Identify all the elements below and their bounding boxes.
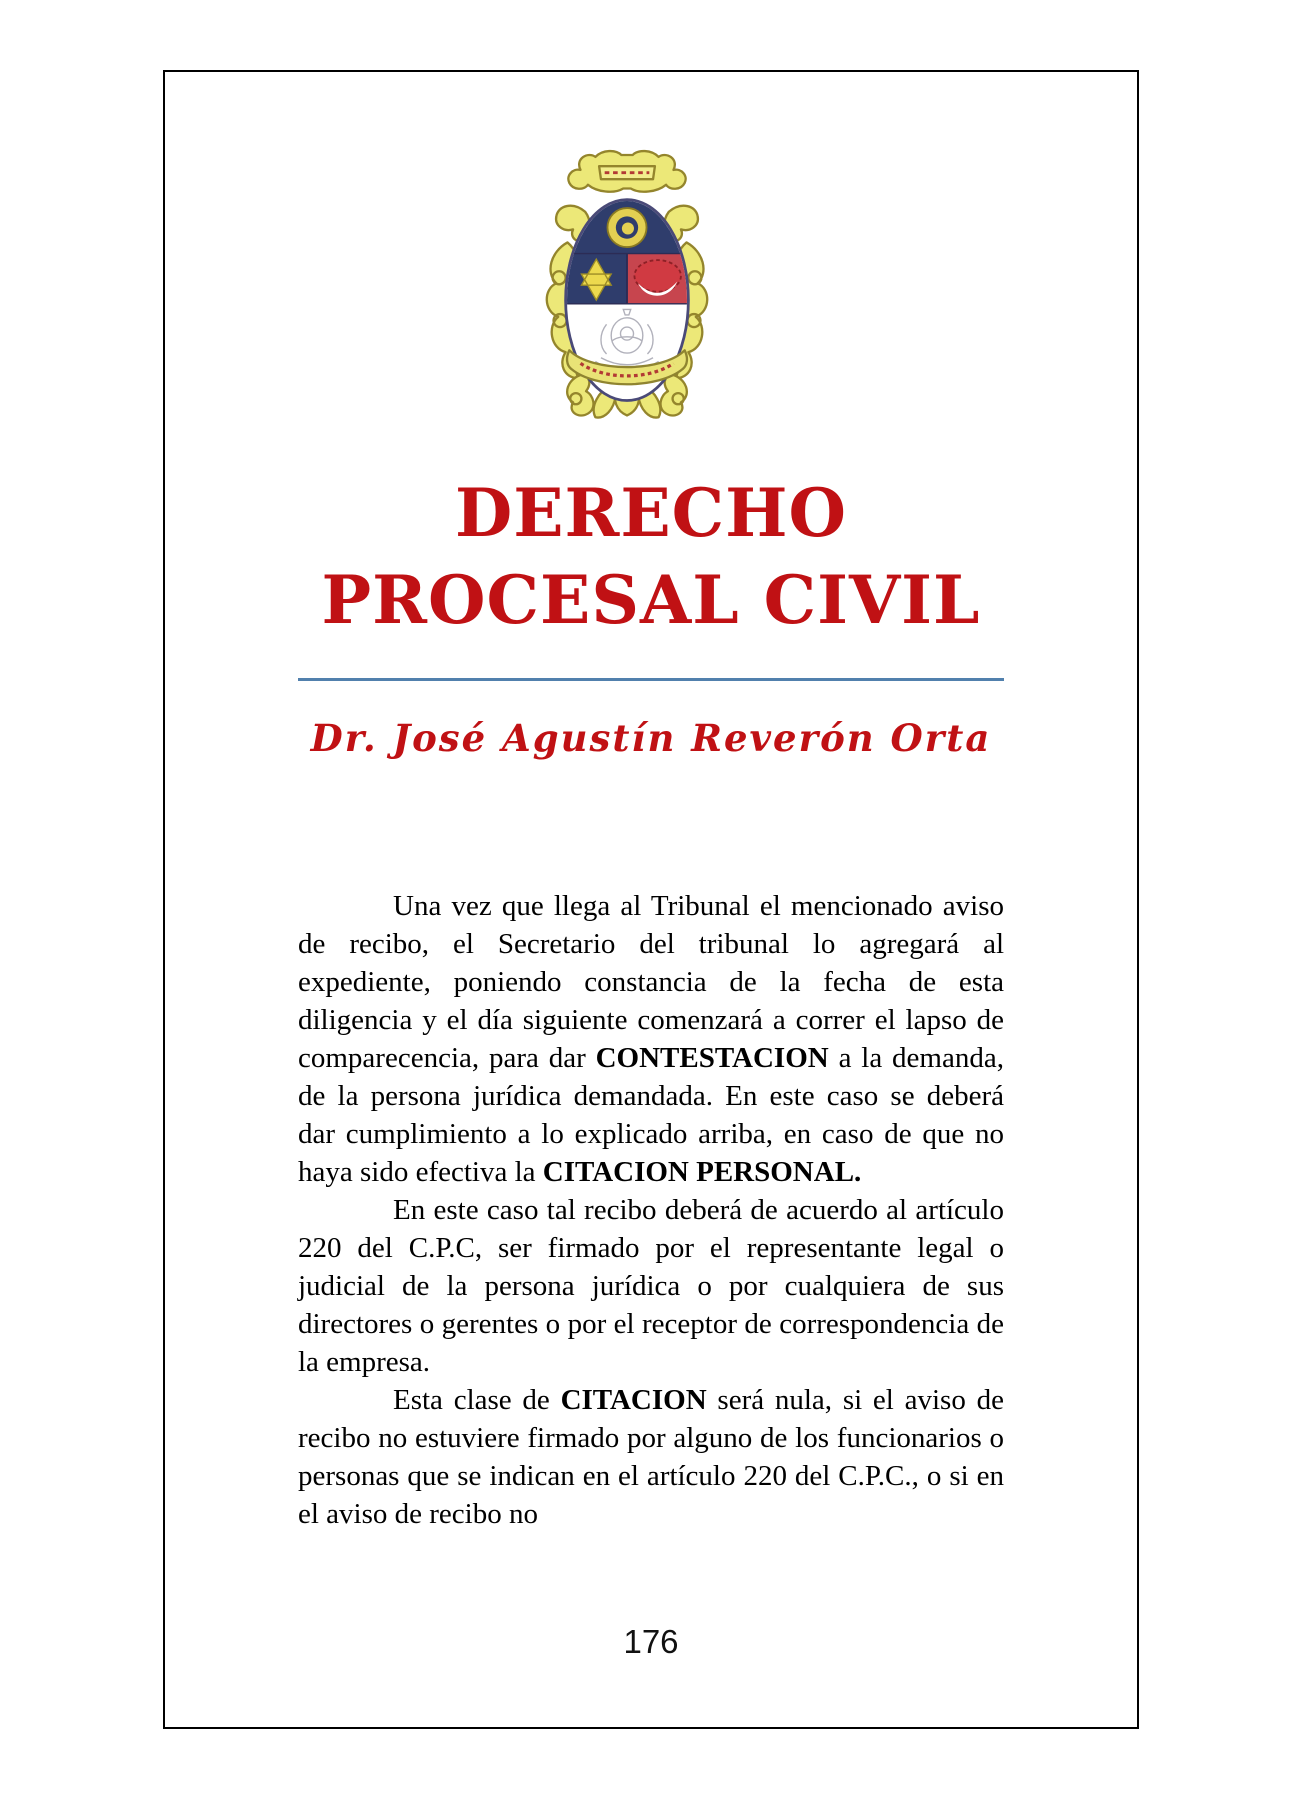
content-column <box>165 142 1137 1660</box>
page-title <box>298 470 1004 681</box>
body-text <box>298 887 1004 1533</box>
coat-of-arms-icon <box>534 142 720 421</box>
author-name: Dr. José Agustín Reverón Orta <box>310 716 992 760</box>
paragraph: Esta clase de CITACION será nula, si el aviso de recibo no estuviere firmado por alguno de los funcionarios o personas que se indican en el artículo 220 del C.P.C., o si en el aviso de recibo no <box>298 1384 1004 1530</box>
paragraph: Una vez que llega al Tribunal el mencionado aviso de recibo, el Secretario del tribunal lo agregará al expediente, poniendo constancia de la fecha de esta diligencia y el día siguiente comenzará a correr el lapso de comparecencia, para dar CONTESTACION a la demanda, de la persona jurídica demandada. En este caso se deberá dar cumplimiento a lo explicado arriba, en caso de que no haya sido efectiva la CITACION PERSONAL. <box>298 890 1004 1188</box>
crest-container <box>298 142 1004 426</box>
page-number: 176 <box>623 1623 679 1660</box>
paragraph: En este caso tal recibo deberá de acuerdo al artículo 220 del C.P.C, ser firmado por el representante legal o judicial de la persona jurídica o por cualquiera de sus directores o gerentes o por el receptor de correspondencia de la empresa. <box>298 1194 1004 1378</box>
title-line-1: DERECHO <box>454 474 848 552</box>
page-border <box>163 70 1139 1729</box>
top-ribbon <box>568 151 685 192</box>
title-line-2: PROCESAL CIVIL <box>321 561 981 639</box>
